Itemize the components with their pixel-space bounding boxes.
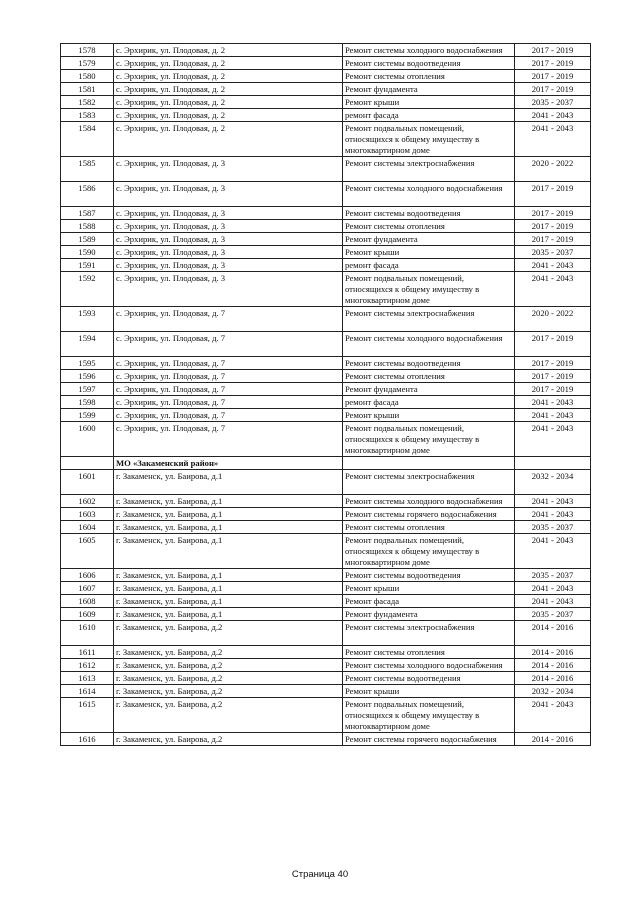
period-cell: 2035 - 2037: [515, 569, 591, 582]
row-number-cell: 1583: [61, 109, 114, 122]
section-title: МО «Закаменский район»: [114, 457, 343, 470]
period-cell: 2014 - 2016: [515, 672, 591, 685]
table-row: [61, 698, 591, 733]
work-type-cell: ремонт фасада: [343, 109, 515, 122]
row-number-cell: 1587: [61, 207, 114, 220]
table-row: [61, 109, 591, 122]
table-row: [61, 733, 591, 746]
table-row: [61, 157, 591, 182]
table-body: [61, 44, 591, 746]
row-number-cell: 1579: [61, 57, 114, 70]
row-number-cell: 1601: [61, 470, 114, 495]
table-row: [61, 44, 591, 57]
row-number-cell: 1578: [61, 44, 114, 57]
table-row: [61, 207, 591, 220]
work-type-cell: Ремонт системы горячего водоснабжения: [343, 508, 515, 521]
work-type-cell: Ремонт подвальных помещений, относящихся к общему имуществу в многоквартирном доме: [343, 272, 515, 307]
address-cell: с. Эрхирик, ул. Плодовая, д. 2: [114, 70, 343, 83]
address-cell: г. Закаменск, ул. Баирова, д.1: [114, 495, 343, 508]
address-cell: с. Эрхирик, ул. Плодовая, д. 3: [114, 259, 343, 272]
work-type-cell: Ремонт крыши: [343, 246, 515, 259]
address-cell: с. Эрхирик, ул. Плодовая, д. 2: [114, 83, 343, 96]
row-number-cell: 1607: [61, 582, 114, 595]
work-type-cell: Ремонт системы холодного водоснабжения: [343, 495, 515, 508]
table-row: [61, 307, 591, 332]
address-cell: с. Эрхирик, ул. Плодовая, д. 2: [114, 122, 343, 157]
table-row: [61, 272, 591, 307]
period-cell: 2014 - 2016: [515, 646, 591, 659]
work-type-cell: ремонт фасада: [343, 259, 515, 272]
address-cell: г. Закаменск, ул. Баирова, д.1: [114, 470, 343, 495]
period-cell: [515, 457, 591, 470]
work-type-cell: Ремонт системы водоотведения: [343, 357, 515, 370]
table-row: [61, 646, 591, 659]
row-number-cell: 1613: [61, 672, 114, 685]
period-cell: 2014 - 2016: [515, 621, 591, 646]
address-cell: с. Эрхирик, ул. Плодовая, д. 3: [114, 272, 343, 307]
table-row: [61, 495, 591, 508]
period-cell: 2035 - 2037: [515, 96, 591, 109]
table-row: [61, 621, 591, 646]
table-row: [61, 70, 591, 83]
period-cell: 2017 - 2019: [515, 44, 591, 57]
table-row: [61, 470, 591, 495]
work-type-cell: Ремонт системы электроснабжения: [343, 621, 515, 646]
table-row: [61, 521, 591, 534]
work-type-cell: Ремонт системы водоотведения: [343, 57, 515, 70]
row-number-cell: 1593: [61, 307, 114, 332]
table-row: [61, 608, 591, 621]
row-number-cell: 1588: [61, 220, 114, 233]
address-cell: с. Эрхирик, ул. Плодовая, д. 7: [114, 370, 343, 383]
period-cell: 2017 - 2019: [515, 383, 591, 396]
table-row: [61, 595, 591, 608]
address-cell: г. Закаменск, ул. Баирова, д.2: [114, 733, 343, 746]
table-row: [61, 246, 591, 259]
row-number-cell: 1580: [61, 70, 114, 83]
period-cell: 2035 - 2037: [515, 246, 591, 259]
period-cell: 2014 - 2016: [515, 659, 591, 672]
period-cell: 2041 - 2043: [515, 409, 591, 422]
row-number-cell: [61, 457, 114, 470]
period-cell: 2017 - 2019: [515, 207, 591, 220]
address-cell: с. Эрхирик, ул. Плодовая, д. 7: [114, 422, 343, 457]
row-number-cell: 1616: [61, 733, 114, 746]
address-cell: с. Эрхирик, ул. Плодовая, д. 7: [114, 409, 343, 422]
row-number-cell: 1590: [61, 246, 114, 259]
address-cell: с. Эрхирик, ул. Плодовая, д. 7: [114, 357, 343, 370]
address-cell: с. Эрхирик, ул. Плодовая, д. 3: [114, 233, 343, 246]
table-row: [61, 83, 591, 96]
page-number: Страница 40: [291, 869, 349, 880]
address-cell: г. Закаменск, ул. Баирова, д.1: [114, 595, 343, 608]
row-number-cell: 1586: [61, 182, 114, 207]
period-cell: 2032 - 2034: [515, 470, 591, 495]
period-cell: 2020 - 2022: [515, 307, 591, 332]
row-number-cell: 1597: [61, 383, 114, 396]
row-number-cell: 1604: [61, 521, 114, 534]
address-cell: с. Эрхирик, ул. Плодовая, д. 7: [114, 307, 343, 332]
period-cell: 2041 - 2043: [515, 582, 591, 595]
address-cell: г. Закаменск, ул. Баирова, д.1: [114, 608, 343, 621]
row-number-cell: 1609: [61, 608, 114, 621]
work-type-cell: Ремонт системы горячего водоснабжения: [343, 733, 515, 746]
period-cell: 2041 - 2043: [515, 595, 591, 608]
period-cell: 2041 - 2043: [515, 422, 591, 457]
table-row: [61, 534, 591, 569]
work-type-cell: Ремонт крыши: [343, 582, 515, 595]
work-type-cell: Ремонт фундамента: [343, 608, 515, 621]
address-cell: с. Эрхирик, ул. Плодовая, д. 3: [114, 182, 343, 207]
period-cell: 2041 - 2043: [515, 122, 591, 157]
work-type-cell: Ремонт системы электроснабжения: [343, 157, 515, 182]
work-type-cell: Ремонт крыши: [343, 409, 515, 422]
period-cell: 2041 - 2043: [515, 272, 591, 307]
table-row: [61, 409, 591, 422]
work-type-cell: Ремонт системы водоотведения: [343, 672, 515, 685]
row-number-cell: 1606: [61, 569, 114, 582]
table-row: [61, 383, 591, 396]
period-cell: 2041 - 2043: [515, 508, 591, 521]
address-cell: с. Эрхирик, ул. Плодовая, д. 3: [114, 157, 343, 182]
address-cell: г. Закаменск, ул. Баирова, д.2: [114, 621, 343, 646]
row-number-cell: 1603: [61, 508, 114, 521]
table-row: [61, 220, 591, 233]
row-number-cell: 1608: [61, 595, 114, 608]
work-type-cell: Ремонт системы отопления: [343, 220, 515, 233]
address-cell: с. Эрхирик, ул. Плодовая, д. 2: [114, 96, 343, 109]
address-cell: г. Закаменск, ул. Баирова, д.2: [114, 685, 343, 698]
address-cell: г. Закаменск, ул. Баирова, д.1: [114, 569, 343, 582]
row-number-cell: 1611: [61, 646, 114, 659]
row-number-cell: 1585: [61, 157, 114, 182]
work-type-cell: Ремонт фасада: [343, 595, 515, 608]
address-cell: г. Закаменск, ул. Баирова, д.1: [114, 508, 343, 521]
address-cell: г. Закаменск, ул. Баирова, д.2: [114, 646, 343, 659]
table-row: [61, 259, 591, 272]
row-number-cell: 1589: [61, 233, 114, 246]
table-row: [61, 672, 591, 685]
address-cell: с. Эрхирик, ул. Плодовая, д. 7: [114, 383, 343, 396]
work-type-cell: Ремонт системы отопления: [343, 370, 515, 383]
table-row: [61, 96, 591, 109]
period-cell: 2020 - 2022: [515, 157, 591, 182]
address-cell: г. Закаменск, ул. Баирова, д.1: [114, 534, 343, 569]
address-cell: г. Закаменск, ул. Баирова, д.2: [114, 659, 343, 672]
table-row: [61, 370, 591, 383]
work-type-cell: Ремонт системы холодного водоснабжения: [343, 44, 515, 57]
period-cell: 2017 - 2019: [515, 357, 591, 370]
address-cell: с. Эрхирик, ул. Плодовая, д. 2: [114, 44, 343, 57]
table-row: [61, 233, 591, 246]
row-number-cell: 1592: [61, 272, 114, 307]
period-cell: 2035 - 2037: [515, 608, 591, 621]
row-number-cell: 1582: [61, 96, 114, 109]
address-cell: с. Эрхирик, ул. Плодовая, д. 3: [114, 220, 343, 233]
period-cell: 2017 - 2019: [515, 233, 591, 246]
table-row: [61, 332, 591, 357]
address-cell: с. Эрхирик, ул. Плодовая, д. 7: [114, 396, 343, 409]
period-cell: 2017 - 2019: [515, 182, 591, 207]
work-type-cell: Ремонт системы водоотведения: [343, 207, 515, 220]
row-number-cell: 1594: [61, 332, 114, 357]
work-type-cell: Ремонт системы холодного водоснабжения: [343, 182, 515, 207]
work-type-cell: Ремонт системы электроснабжения: [343, 470, 515, 495]
period-cell: 2014 - 2016: [515, 733, 591, 746]
period-cell: 2041 - 2043: [515, 259, 591, 272]
row-number-cell: 1605: [61, 534, 114, 569]
address-cell: с. Эрхирик, ул. Плодовая, д. 3: [114, 207, 343, 220]
period-cell: 2017 - 2019: [515, 220, 591, 233]
table-row: [61, 659, 591, 672]
work-type-cell: Ремонт системы электроснабжения: [343, 307, 515, 332]
table-row: [61, 422, 591, 457]
work-type-cell: Ремонт подвальных помещений, относящихся к общему имуществу в многоквартирном доме: [343, 534, 515, 569]
work-type-cell: Ремонт системы отопления: [343, 70, 515, 83]
section-header-row: [61, 457, 591, 470]
work-type-cell: Ремонт крыши: [343, 685, 515, 698]
period-cell: 2041 - 2043: [515, 109, 591, 122]
period-cell: 2032 - 2034: [515, 685, 591, 698]
period-cell: 2017 - 2019: [515, 83, 591, 96]
work-type-cell: Ремонт подвальных помещений, относящихся к общему имуществу в многоквартирном доме: [343, 698, 515, 733]
row-number-cell: 1598: [61, 396, 114, 409]
period-cell: 2041 - 2043: [515, 534, 591, 569]
work-type-cell: Ремонт фундамента: [343, 83, 515, 96]
row-number-cell: 1596: [61, 370, 114, 383]
period-cell: 2017 - 2019: [515, 332, 591, 357]
work-type-cell: Ремонт фундамента: [343, 383, 515, 396]
row-number-cell: 1581: [61, 83, 114, 96]
row-number-cell: 1602: [61, 495, 114, 508]
row-number-cell: 1612: [61, 659, 114, 672]
row-number-cell: 1615: [61, 698, 114, 733]
address-cell: с. Эрхирик, ул. Плодовая, д. 7: [114, 332, 343, 357]
address-cell: г. Закаменск, ул. Баирова, д.1: [114, 521, 343, 534]
address-cell: г. Закаменск, ул. Баирова, д.2: [114, 698, 343, 733]
table-row: [61, 357, 591, 370]
address-cell: с. Эрхирик, ул. Плодовая, д. 2: [114, 57, 343, 70]
table-row: [61, 57, 591, 70]
table-row: [61, 508, 591, 521]
address-cell: г. Закаменск, ул. Баирова, д.1: [114, 582, 343, 595]
period-cell: 2035 - 2037: [515, 521, 591, 534]
address-cell: с. Эрхирик, ул. Плодовая, д. 3: [114, 246, 343, 259]
work-type-cell: Ремонт системы водоотведения: [343, 569, 515, 582]
address-cell: г. Закаменск, ул. Баирова, д.2: [114, 672, 343, 685]
period-cell: 2041 - 2043: [515, 698, 591, 733]
work-type-cell: Ремонт системы отопления: [343, 646, 515, 659]
work-type-cell: Ремонт крыши: [343, 96, 515, 109]
row-number-cell: 1584: [61, 122, 114, 157]
repair-schedule-table: [60, 43, 591, 746]
row-number-cell: 1614: [61, 685, 114, 698]
row-number-cell: 1591: [61, 259, 114, 272]
table-row: [61, 685, 591, 698]
table-row: [61, 396, 591, 409]
period-cell: 2017 - 2019: [515, 370, 591, 383]
table-row: [61, 582, 591, 595]
period-cell: 2017 - 2019: [515, 57, 591, 70]
row-number-cell: 1595: [61, 357, 114, 370]
row-number-cell: 1600: [61, 422, 114, 457]
table-row: [61, 182, 591, 207]
period-cell: 2041 - 2043: [515, 396, 591, 409]
period-cell: 2041 - 2043: [515, 495, 591, 508]
address-cell: с. Эрхирик, ул. Плодовая, д. 2: [114, 109, 343, 122]
work-type-cell: Ремонт подвальных помещений, относящихся к общему имуществу в многоквартирном доме: [343, 422, 515, 457]
work-type-cell: Ремонт системы отопления: [343, 521, 515, 534]
work-type-cell: Ремонт фундамента: [343, 233, 515, 246]
table-row: [61, 569, 591, 582]
work-type-cell: Ремонт системы холодного водоснабжения: [343, 659, 515, 672]
period-cell: 2017 - 2019: [515, 70, 591, 83]
work-type-cell: Ремонт системы холодного водоснабжения: [343, 332, 515, 357]
table-row: [61, 122, 591, 157]
work-type-cell: Ремонт подвальных помещений, относящихся к общему имуществу в многоквартирном доме: [343, 122, 515, 157]
work-type-cell: [343, 457, 515, 470]
row-number-cell: 1610: [61, 621, 114, 646]
row-number-cell: 1599: [61, 409, 114, 422]
work-type-cell: ремонт фасада: [343, 396, 515, 409]
